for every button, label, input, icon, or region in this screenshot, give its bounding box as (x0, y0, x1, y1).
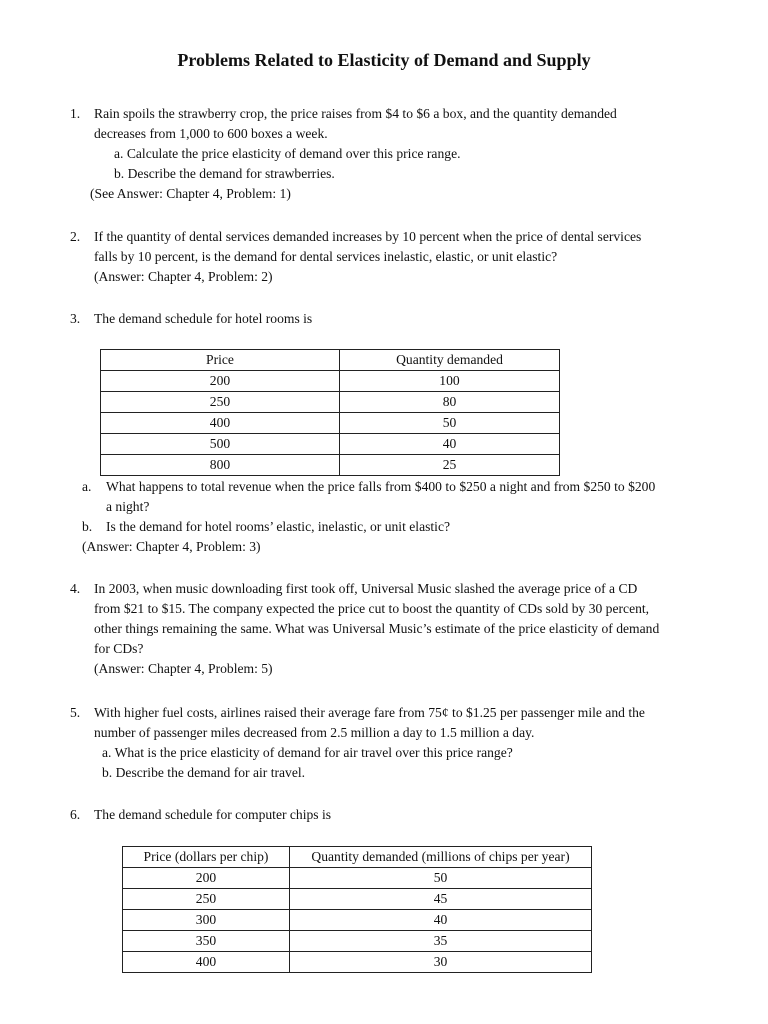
table-cell: 200 (123, 868, 290, 889)
problem-text: decreases from 1,000 to 600 boxes a week. (94, 126, 328, 141)
sub-question-label: b. (82, 519, 93, 534)
table-row (101, 371, 560, 392)
table-cell: 100 (340, 371, 560, 392)
table-row (101, 392, 560, 413)
problem-2 (70, 227, 710, 287)
table-header-row (101, 350, 560, 371)
table-header: Quantity demanded (millions of chips per year) (290, 847, 592, 868)
sub-question-b: b. Describe the demand for air travel. (102, 765, 306, 780)
table-cell: 300 (123, 910, 290, 931)
table-header: Price (101, 350, 340, 371)
problem-text: falls by 10 percent, is the demand for dental services inelastic, elastic, or unit elastic? (94, 249, 558, 264)
sub-question-a: What happens to total revenue when the price falls from $400 to $250 a night and from $250 to $200 (106, 479, 656, 494)
problem-4 (70, 579, 730, 679)
sub-question-label: a. (82, 479, 92, 494)
problem-intro: The demand schedule for hotel rooms is (94, 311, 313, 326)
problem-6 (70, 805, 710, 825)
problem-text: Rain spoils the strawberry crop, the price raises from $4 to $6 a box, and the quantity demanded (94, 106, 617, 121)
problem-number: 4. (70, 581, 81, 596)
problem-text: for CDs? (94, 641, 144, 656)
problem-number: 6. (70, 807, 81, 822)
table-cell: 50 (290, 868, 592, 889)
table-row (101, 455, 560, 476)
table-row (101, 413, 560, 434)
problem-3-questions (82, 477, 732, 557)
table-header: Price (dollars per chip) (123, 847, 290, 868)
table-cell: 40 (290, 910, 592, 931)
answer-reference: (Answer: Chapter 4, Problem: 2) (94, 269, 273, 284)
hotel-demand-table (100, 349, 560, 476)
table-cell: 200 (101, 371, 340, 392)
problem-text: If the quantity of dental services demanded increases by 10 percent when the price of dental services (94, 229, 642, 244)
problem-text: other things remaining the same. What was Universal Music’s estimate of the price elasticity of demand (94, 621, 660, 636)
problem-number: 3. (70, 311, 81, 326)
table-header: Quantity demanded (340, 350, 560, 371)
table-row (123, 910, 592, 931)
problem-text: number of passenger miles decreased from 2.5 million a day to 1.5 million a day. (94, 725, 535, 740)
table-row (123, 931, 592, 952)
table-cell: 45 (290, 889, 592, 910)
problem-number: 1. (70, 106, 81, 121)
page-title: Problems Related to Elasticity of Demand and Supply (177, 50, 591, 70)
problem-number: 2. (70, 229, 81, 244)
sub-question-a: a night? (106, 499, 150, 514)
problem-text: With higher fuel costs, airlines raised their average fare from 75¢ to $1.25 per passenger mile and the (94, 705, 645, 720)
problem-number: 5. (70, 705, 81, 720)
table-cell: 400 (101, 413, 340, 434)
table-cell: 250 (123, 889, 290, 910)
answer-reference: (Answer: Chapter 4, Problem: 5) (94, 661, 273, 676)
table-header-row (123, 847, 592, 868)
answer-reference: (See Answer: Chapter 4, Problem: 1) (90, 186, 291, 201)
table-cell: 500 (101, 434, 340, 455)
table-cell: 400 (123, 952, 290, 973)
problem-3 (70, 309, 710, 329)
problem-text: from $21 to $15. The company expected the price cut to boost the quantity of CDs sold by 30 percent, (94, 601, 650, 616)
table-cell: 50 (340, 413, 560, 434)
problem-5 (70, 703, 730, 783)
problem-text: In 2003, when music downloading first took off, Universal Music slashed the average price of a CD (94, 581, 638, 596)
table-cell: 800 (101, 455, 340, 476)
table-cell: 80 (340, 392, 560, 413)
table-cell: 30 (290, 952, 592, 973)
problem-1 (70, 104, 710, 204)
table-cell: 25 (340, 455, 560, 476)
table-cell: 250 (101, 392, 340, 413)
answer-reference: (Answer: Chapter 4, Problem: 3) (82, 539, 261, 554)
table-cell: 40 (340, 434, 560, 455)
table-row (123, 889, 592, 910)
table-row (101, 434, 560, 455)
table-row (123, 868, 592, 889)
table-row (123, 952, 592, 973)
problem-intro: The demand schedule for computer chips is (94, 807, 332, 822)
table-cell: 350 (123, 931, 290, 952)
table-cell: 35 (290, 931, 592, 952)
sub-question-a: a. What is the price elasticity of demand for air travel over this price range? (102, 745, 513, 760)
chips-demand-table (122, 846, 592, 973)
sub-question-b: Is the demand for hotel rooms’ elastic, inelastic, or unit elastic? (106, 519, 451, 534)
sub-question-b: b. Describe the demand for strawberries. (114, 166, 335, 181)
sub-question-a: a. Calculate the price elasticity of demand over this price range. (114, 146, 461, 161)
